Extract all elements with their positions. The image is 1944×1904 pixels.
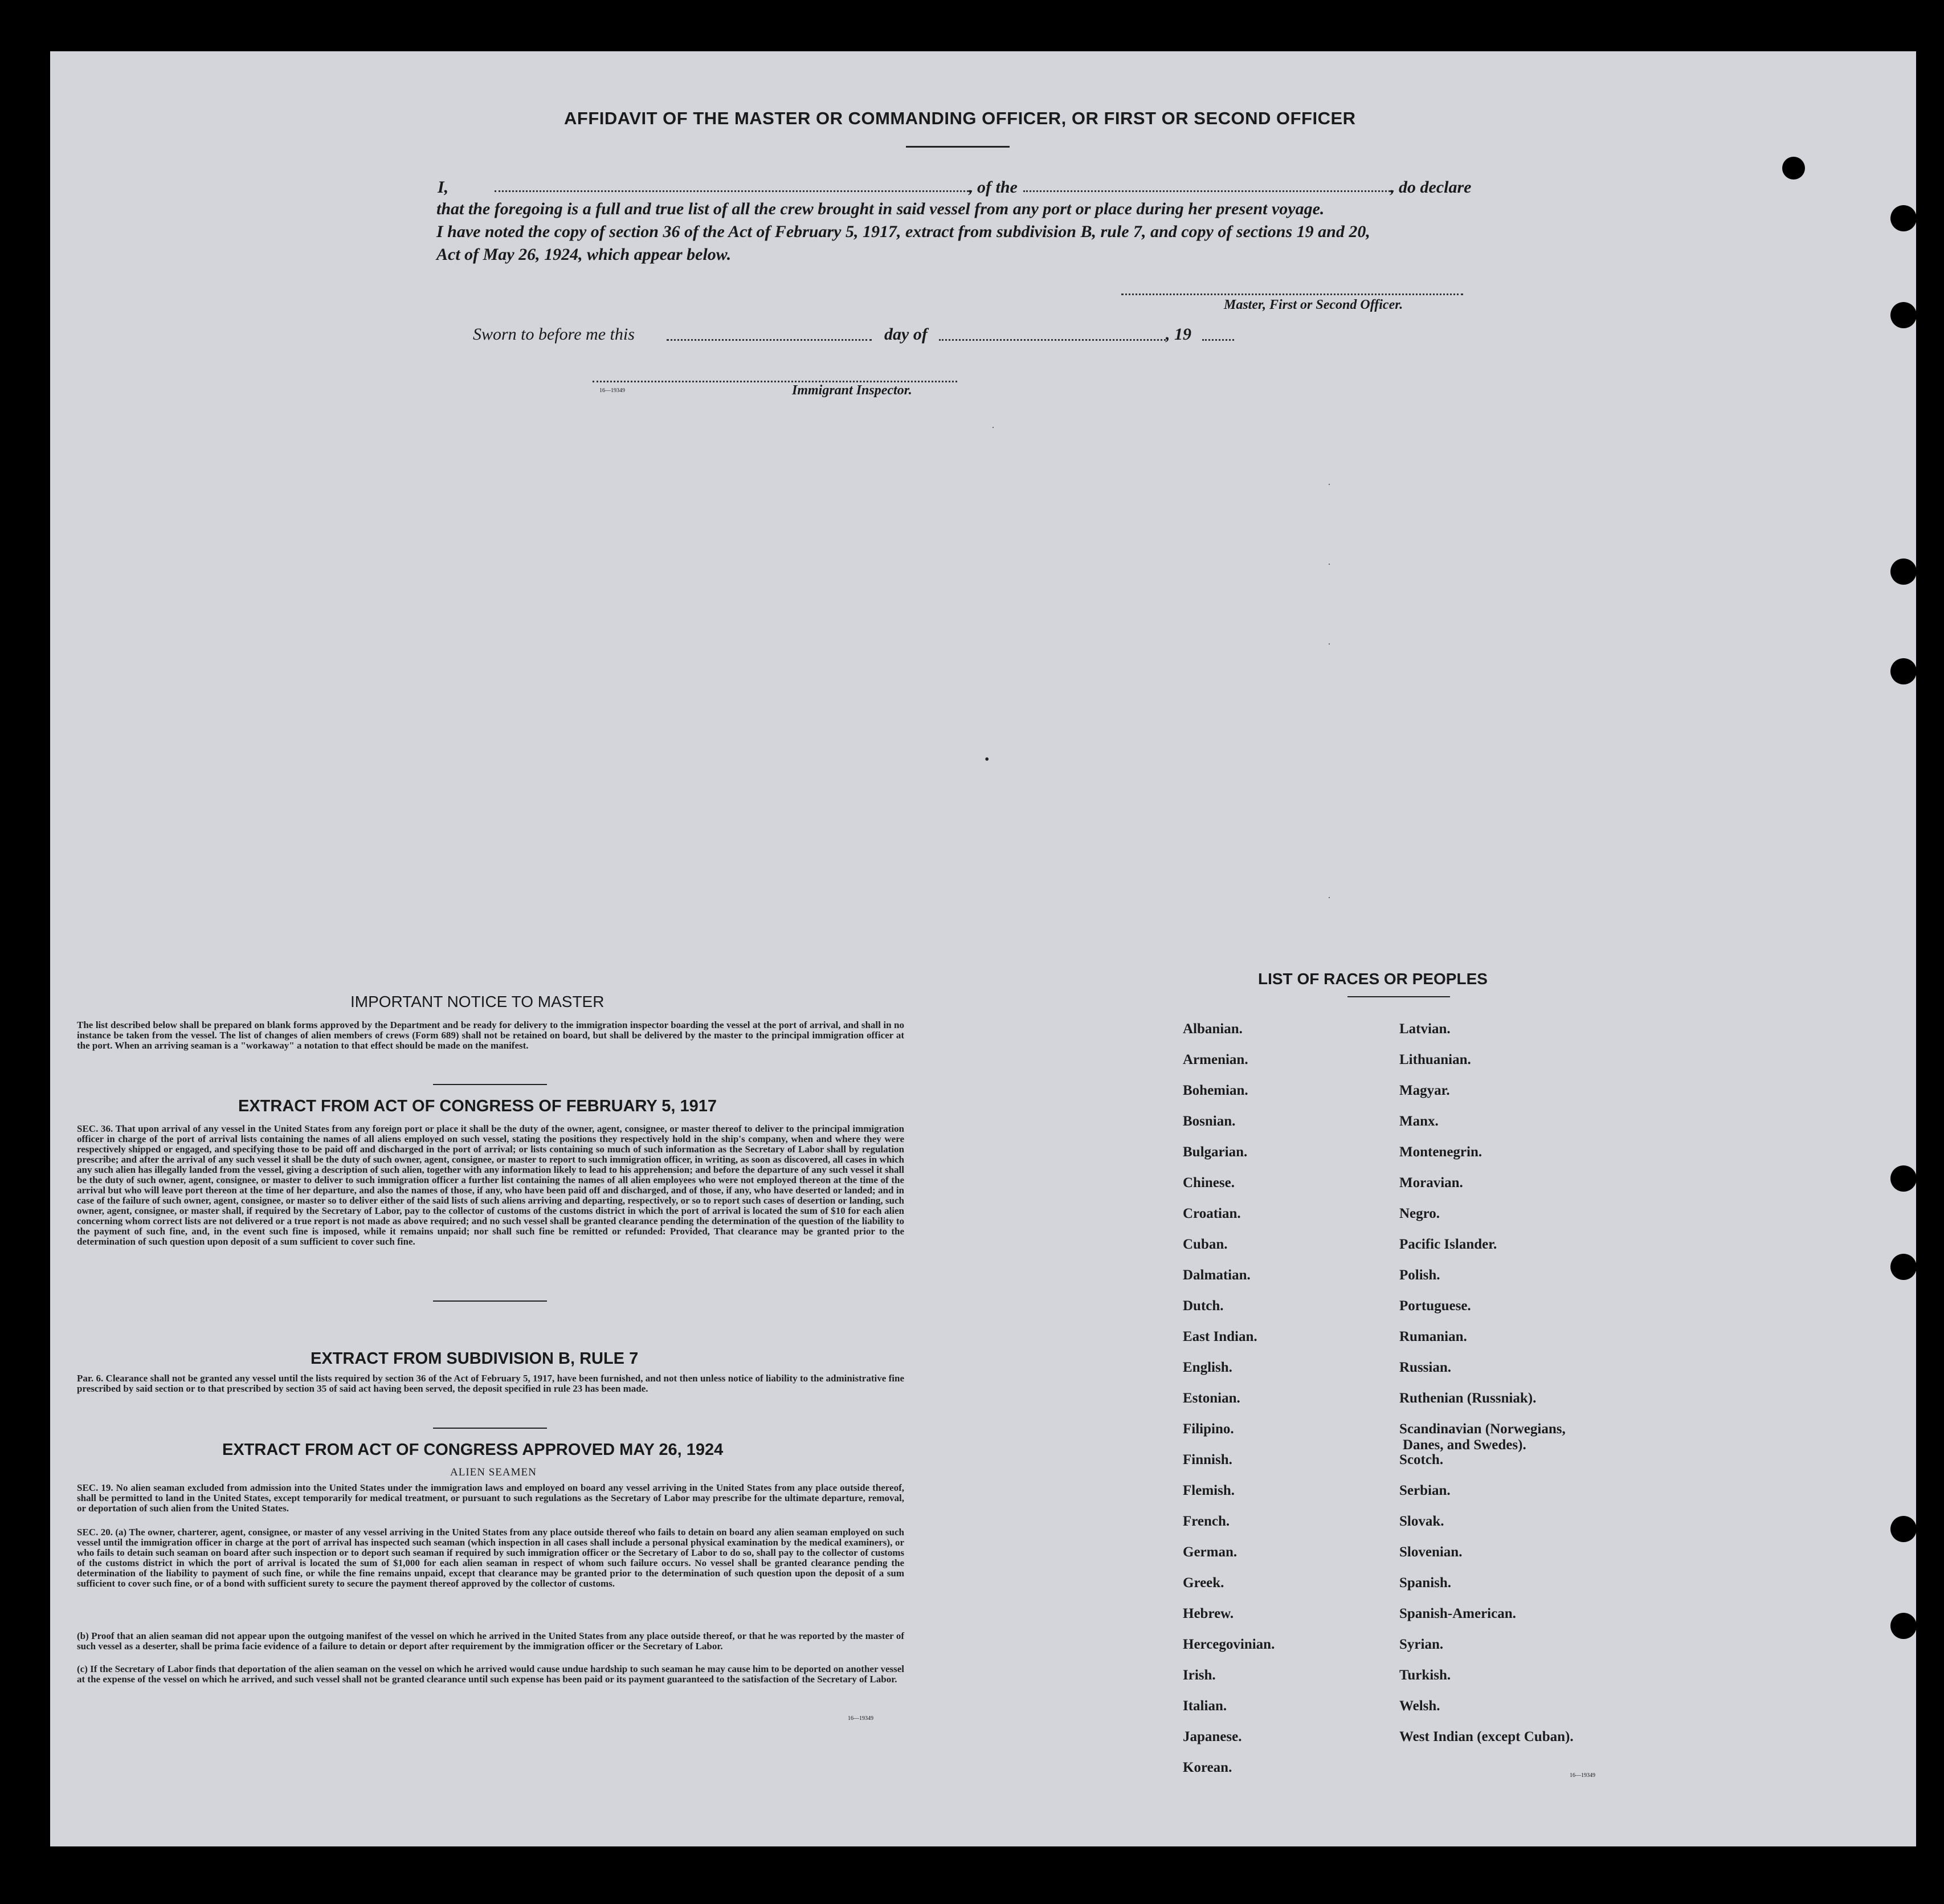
race-item: Filipino. xyxy=(1183,1421,1234,1437)
race-item: Irish. xyxy=(1183,1667,1216,1683)
race-item: Italian. xyxy=(1183,1698,1227,1714)
affidavit-declare: , do declare xyxy=(1390,178,1472,197)
punch-hole xyxy=(1890,1516,1917,1542)
punch-hole xyxy=(1890,658,1917,684)
race-item: Ruthenian (Russniak). xyxy=(1399,1391,1537,1406)
punch-hole xyxy=(1890,1613,1917,1639)
bleed-mark: · xyxy=(1328,558,1331,570)
title-underline xyxy=(906,146,1010,148)
divider xyxy=(433,1300,547,1302)
race-item: German. xyxy=(1183,1544,1238,1560)
race-item: Moravian. xyxy=(1399,1175,1463,1190)
race-item: Lithuanian. xyxy=(1399,1052,1471,1067)
divider xyxy=(433,1084,547,1085)
extract-rule7-body: Par. 6. Clearance shall not be granted any vessel until the lists required by section 36 of the Act of February 5, 1917, have been furnished, and not then unless notice of liability to the administrative fine prescribed by said section or to that prescribed by section 35 of said act having been served, the deposit specified in rule 23 has been made. xyxy=(77,1373,904,1394)
race-item: English. xyxy=(1183,1360,1232,1375)
race-item: Welsh. xyxy=(1399,1698,1440,1714)
master-signature-blank[interactable] xyxy=(1121,293,1463,295)
race-item: Cuban. xyxy=(1183,1237,1228,1252)
punch-hole xyxy=(1890,302,1917,328)
master-label: Master, First or Second Officer. xyxy=(1224,297,1403,312)
race-item: Polish. xyxy=(1399,1267,1440,1283)
race-item: Serbian. xyxy=(1399,1483,1451,1498)
race-item: Estonian. xyxy=(1183,1391,1240,1406)
race-item: Hercegovinian. xyxy=(1183,1637,1275,1652)
race-item: Russian. xyxy=(1399,1360,1452,1375)
race-item: Manx. xyxy=(1399,1114,1439,1129)
race-item: Pacific Islander. xyxy=(1399,1237,1497,1252)
race-item: Turkish. xyxy=(1399,1667,1451,1683)
race-item: Spanish-American. xyxy=(1399,1606,1516,1621)
notice-body: The list described below shall be prepared on blank forms approved by the Department and be ready for delivery to the immigration inspector boarding the vessel at the port of arrival, and shall in no instance be taken from the vessel. The list of changes of alien members of crews (Form 689) shall not be retained on board, but shall be delivered by the master to the principal immigration officer at the port. When an arriving seaman is a "workaway" a notation to that effect should be made on the manifest. xyxy=(77,1020,904,1051)
race-item: Albanian. xyxy=(1183,1021,1243,1037)
form-number-races: 16—19349 xyxy=(1570,1772,1595,1779)
sec19-body: SEC. 19. No alien seaman excluded from admission into the United States under the immigration laws and employed on board any vessel arriving in the United States from any place outside thereof, shall be permitted to land in the United States, except temporarily for medical treatment, or pursuant to such regulations as the Secretary of Labor may prescribe for the ultimate departure, removal, or deportation of such alien from the United States. xyxy=(77,1482,904,1514)
race-item: Montenegrin. xyxy=(1399,1144,1482,1160)
race-item: Flemish. xyxy=(1183,1483,1235,1498)
race-item: Bosnian. xyxy=(1183,1114,1236,1129)
affidavit-of-the: , of the xyxy=(969,178,1018,197)
name-blank[interactable] xyxy=(495,190,972,192)
sworn-prefix: Sworn to before me this xyxy=(473,325,635,344)
punch-hole xyxy=(1890,1254,1917,1280)
extract-1917-title: EXTRACT FROM ACT OF CONGRESS OF FEBRUARY 5, 1917 xyxy=(238,1097,717,1115)
race-item: Japanese. xyxy=(1183,1729,1242,1744)
race-item: Scotch. xyxy=(1399,1452,1444,1467)
race-item: Danes, and Swedes). xyxy=(1403,1437,1526,1453)
race-item: Hebrew. xyxy=(1183,1606,1234,1621)
race-item: Slovenian. xyxy=(1399,1544,1463,1560)
form-number-top: 16—19349 xyxy=(599,388,625,394)
race-item: Syrian. xyxy=(1399,1637,1444,1652)
form-number-bottom-left: 16—19349 xyxy=(848,1715,873,1722)
race-item: Dutch. xyxy=(1183,1298,1224,1314)
sworn-year: , 19 xyxy=(1166,325,1191,344)
punch-hole xyxy=(1782,157,1805,180)
notice-title: IMPORTANT NOTICE TO MASTER xyxy=(350,993,605,1010)
affidavit-line3: I have noted the copy of section 36 of the Act of February 5, 1917, extract from subdivision B, rule 7, and copy of sections 19 and 20, xyxy=(436,222,1370,241)
affidavit-line2: that the foregoing is a full and true list of all the crew brought in said vessel from any port or place during her present voyage. xyxy=(436,199,1325,218)
punch-hole xyxy=(1890,558,1917,585)
race-item: Spanish. xyxy=(1399,1575,1452,1591)
race-item: Portuguese. xyxy=(1399,1298,1471,1314)
sworn-year-blank[interactable] xyxy=(1202,339,1234,341)
inspector-signature-blank[interactable] xyxy=(593,381,957,382)
race-item: Dalmatian. xyxy=(1183,1267,1251,1283)
vessel-blank[interactable] xyxy=(1023,190,1394,192)
races-underline xyxy=(1347,996,1450,997)
sworn-day-blank[interactable] xyxy=(667,339,872,341)
race-item: Korean. xyxy=(1183,1760,1232,1775)
affidavit-title: AFFIDAVIT OF THE MASTER OR COMMANDING OFFICER, OR FIRST OR SECOND OFFICER xyxy=(564,108,1356,128)
extract-1917-body: SEC. 36. That upon arrival of any vessel in the United States from any foreign port or place it shall be the duty of the owner, agent, consignee, or master thereof to deliver to the principal immigration officer in charge of the port of arrival lists containing the names of all aliens employed on such vessel, stating the positions they respectively hold in the ship's company, when and where they were respectively shipped or engaged, and specifying those to be paid off and discharged in the port of arrival; or lists containing so much of such information as the Secretary of Labor shall by regulation prescribe; and after the arrival of any such vessel it shall be the duty of such owner, agent, consignee, or master to report to such immigration officer, in writing, as soon as discovered, all cases in which any such alien has illegally landed from the vessel, giving a description of such alien, together with any information likely to lead to his apprehension; and before the departure of any such vessel it shall be the duty of such owner, agent, consignee, or master to deliver to such immigration officer a further list containing the names of all alien employees who were not employed thereon at the time of the arrival but who will leave port thereon at the time of her departure, and also the names of those, if any, who have been paid off and discharged, and of those, if any, who have deserted or landed; and in case of the failure of such owner, agent, consignee, or master so to deliver either of the said lists of such aliens arriving and departing, respectively, or so to report such cases of desertion or landing, such owner, agent, consignee, or master shall, if required by the Secretary of Labor, pay to the collector of customs of the customs district in which the port of arrival is located the sum of $10 for each alien concerning whom correct lists are not delivered or a true report is not made as above required; and no such vessel shall be granted clearance pending the determination of the question of the liability to the payment of such fine, and, in the event such fine is imposed, while it remains unpaid; nor shall such fine be remitted or refunded: Provided, That clearance may be granted prior to the determination of such question upon deposit of a sum sufficient to cover such fine. xyxy=(77,1123,904,1247)
extract-1924-title: EXTRACT FROM ACT OF CONGRESS APPROVED MAY 26, 1924 xyxy=(222,1441,724,1459)
race-item: Negro. xyxy=(1399,1206,1440,1221)
race-item: Rumanian. xyxy=(1399,1329,1467,1344)
race-item: West Indian (except Cuban). xyxy=(1399,1729,1574,1744)
sec20c-body: (c) If the Secretary of Labor finds that deportation of the alien seaman on the vessel on which he arrived would cause undue hardship to such seaman he may cause him to be deported on another vessel at the expense of the vessel on which he arrived, and such vessel shall not be granted clearance until such expense has been paid or its payment guaranteed to the satisfaction of the Secretary of Labor. xyxy=(77,1664,904,1685)
race-item: Armenian. xyxy=(1183,1052,1248,1067)
race-item: Greek. xyxy=(1183,1575,1224,1591)
race-item: Magyar. xyxy=(1399,1083,1450,1098)
race-item: Bohemian. xyxy=(1183,1083,1248,1098)
punch-hole xyxy=(1890,1165,1917,1192)
race-item: Chinese. xyxy=(1183,1175,1235,1190)
race-item: French. xyxy=(1183,1514,1230,1529)
bleed-mark: • xyxy=(985,752,990,767)
race-item: Croatian. xyxy=(1183,1206,1241,1221)
sworn-month-blank[interactable] xyxy=(939,339,1166,341)
race-item: Scandinavian (Norwegians, xyxy=(1399,1421,1566,1437)
race-item: Finnish. xyxy=(1183,1452,1232,1467)
punch-hole xyxy=(1890,205,1917,231)
bleed-mark: · xyxy=(1328,479,1331,490)
extract-rule7-title: EXTRACT FROM SUBDIVISION B, RULE 7 xyxy=(311,1349,639,1368)
bleed-mark: · xyxy=(1328,892,1331,903)
divider xyxy=(433,1428,547,1429)
extract-1924-subtitle: ALIEN SEAMEN xyxy=(450,1466,537,1478)
bleed-mark: · xyxy=(991,422,995,433)
race-item: Slovak. xyxy=(1399,1514,1444,1529)
sec20a-body: SEC. 20. (a) The owner, charterer, agent, consignee, or master of any vessel arriving in the United States from any place outside thereof who fails to detain on board any alien seaman employed on such vessel until the immigration officer in charge at the port of arrival has inspected such seaman (which inspection in all cases shall include a personal physical examination by the medical examiners), or who fails to detain such seaman on board after such inspection or to deport such seaman if required by such immigration officer or the Secretary of Labor to do so, shall pay to the collector of customs of the customs district in which the port of arrival is located the sum of $1,000 for each alien seaman in respect of whom such failure occurs. No vessel shall be granted clearance pending the determination of the liability to payment of such fine, or while the fine remains unpaid, except that clearance may be granted prior to the determination of such question upon the deposit of a sum sufficient to cover such fine, or of a bond with sufficient surety to secure the payment thereof approved by the collector of customs. xyxy=(77,1527,904,1589)
sec20b-body: (b) Proof that an alien seaman did not appear upon the outgoing manifest of the vessel on which he arrived in the United States from any place outside thereof, or that he was reported by the master of such vessel as a deserter, shall be prima facie evidence of a failure to detain or deport after requirement by the immigration officer or the Secretary of Labor. xyxy=(77,1630,904,1652)
bleed-mark: · xyxy=(1328,638,1331,650)
affidavit-i: I, xyxy=(438,178,449,197)
affidavit-line4: Act of May 26, 1924, which appear below. xyxy=(436,245,732,264)
races-title: LIST OF RACES OR PEOPLES xyxy=(1258,970,1488,988)
race-item: East Indian. xyxy=(1183,1329,1257,1344)
race-item: Latvian. xyxy=(1399,1021,1451,1037)
inspector-label: Immigrant Inspector. xyxy=(792,383,912,398)
sworn-day: day of xyxy=(884,325,928,344)
race-item: Bulgarian. xyxy=(1183,1144,1248,1160)
